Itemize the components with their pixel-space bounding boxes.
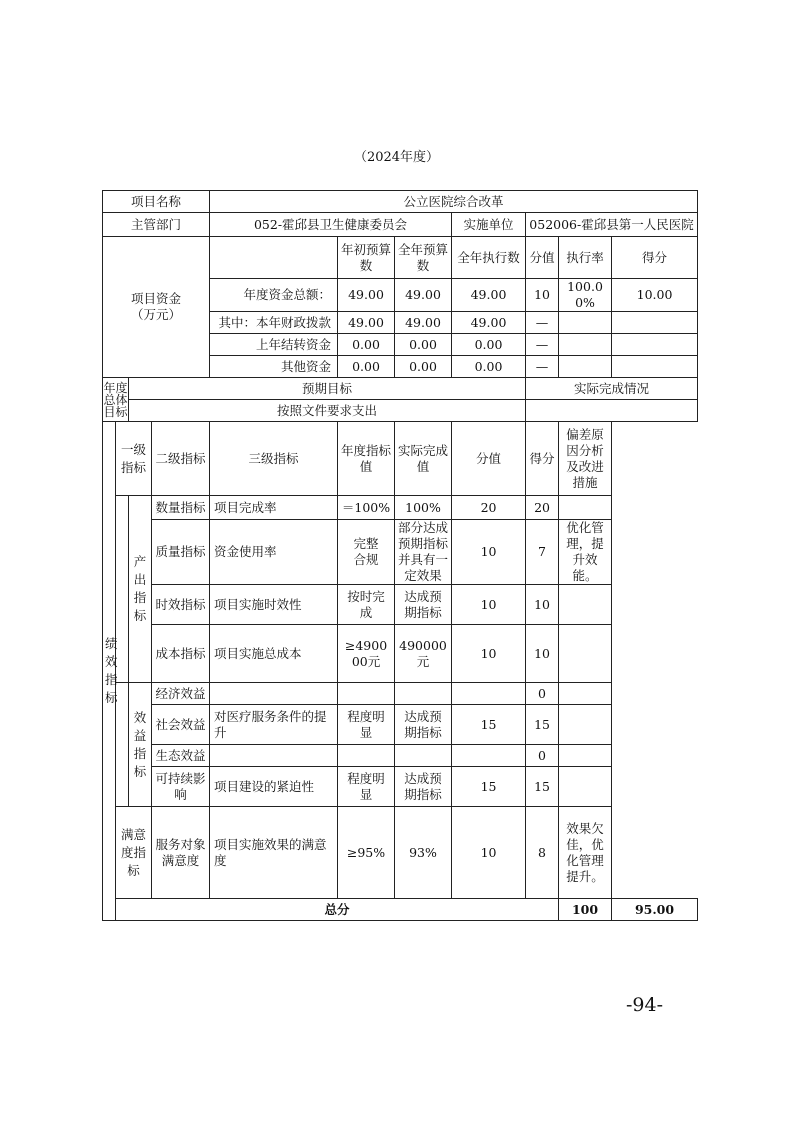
- col-ind-score: 分值: [452, 422, 526, 496]
- col-initial: 年初预算数: [338, 237, 395, 279]
- year-caption: （2024年度）: [353, 150, 440, 165]
- level2: 可持续影响: [152, 767, 210, 807]
- level2: 社会效益: [152, 705, 210, 745]
- reason: [559, 767, 612, 807]
- funds-exec: 0.00: [452, 334, 526, 356]
- indicator-row: [103, 520, 698, 585]
- actual: [395, 745, 452, 767]
- level3: [210, 745, 338, 767]
- reason: 优化管理，提升效能。: [559, 520, 612, 585]
- actual-goal: [526, 400, 698, 422]
- funds-points: [612, 312, 698, 334]
- total-points: 95.00: [612, 899, 698, 921]
- indicator-row: [103, 807, 698, 899]
- indicator-row: [103, 683, 698, 705]
- points: 7: [526, 520, 559, 585]
- goals-label: 年度总体目标: [103, 378, 129, 422]
- score: [452, 745, 526, 767]
- goals-row: [103, 400, 698, 422]
- funds-rate: [559, 356, 612, 378]
- actual: 达成预期指标: [395, 705, 452, 745]
- project-name: 公立医院综合改革: [210, 191, 698, 213]
- level3: 项目完成率: [210, 496, 338, 520]
- target: ＝100%: [338, 496, 395, 520]
- funds-blank-header: [210, 237, 338, 279]
- level3: 项目实施总成本: [210, 625, 338, 683]
- funds-row-label: 其他资金: [210, 356, 338, 378]
- points: 15: [526, 705, 559, 745]
- col-level2: 二级指标: [152, 422, 210, 496]
- funds-rate: [559, 334, 612, 356]
- score: 15: [452, 705, 526, 745]
- performance-table: [102, 190, 698, 921]
- target: ≥490000元: [338, 625, 395, 683]
- col-rate: 执行率: [559, 237, 612, 279]
- funds-exec: 0.00: [452, 356, 526, 378]
- actual: 490000元: [395, 625, 452, 683]
- col-full: 全年预算数: [395, 237, 452, 279]
- total-label: 总分: [116, 899, 559, 921]
- target: [338, 745, 395, 767]
- funds-initial: 0.00: [338, 356, 395, 378]
- level2: 成本指标: [152, 625, 210, 683]
- col-actual: 实际完成值: [395, 422, 452, 496]
- indicator-row: [103, 767, 698, 807]
- level3: 项目实施效果的满意度: [210, 807, 338, 899]
- target: ≥95%: [338, 807, 395, 899]
- reason: 效果欠佳，优化管理提升。: [559, 807, 612, 899]
- points: 15: [526, 767, 559, 807]
- target: 按时完成: [338, 585, 395, 625]
- total-score: 100: [559, 899, 612, 921]
- funds-full: 0.00: [395, 334, 452, 356]
- project-name-label: 项目名称: [103, 191, 210, 213]
- actual: 达成预期指标: [395, 767, 452, 807]
- level2: 服务对象满意度: [152, 807, 210, 899]
- dept-label: 主管部门: [103, 213, 210, 237]
- row-project-name: [103, 191, 698, 213]
- reason: [559, 705, 612, 745]
- actual: 达成预期指标: [395, 585, 452, 625]
- points: 10: [526, 625, 559, 683]
- group-output: 产出指标: [129, 496, 152, 683]
- unit: 052006-霍邱县第一人民医院: [526, 213, 698, 237]
- funds-initial: 0.00: [338, 334, 395, 356]
- indicator-row: [103, 496, 698, 520]
- group-benefit: 效益指标: [129, 683, 152, 807]
- col-points: 得分: [612, 237, 698, 279]
- funds-initial: 49.00: [338, 312, 395, 334]
- funds-row-label: 上年结转资金: [210, 334, 338, 356]
- funds-row-label: 年度资金总额：: [210, 279, 338, 312]
- indicator-row: [103, 625, 698, 683]
- col-score: 分值: [526, 237, 559, 279]
- level2: 经济效益: [152, 683, 210, 705]
- unit-label: 实施单位: [452, 213, 526, 237]
- reason: [559, 683, 612, 705]
- funds-row-label: 其中：本年财政拨款: [210, 312, 338, 334]
- dept: 052-霍邱县卫生健康委员会: [210, 213, 452, 237]
- level2: 数量指标: [152, 496, 210, 520]
- points: 10: [526, 585, 559, 625]
- col-target: 年度指标值: [338, 422, 395, 496]
- row-department: [103, 213, 698, 237]
- level3: 项目实施时效性: [210, 585, 338, 625]
- score: 10: [452, 807, 526, 899]
- funds-score: 10: [526, 279, 559, 312]
- score: 20: [452, 496, 526, 520]
- points: 20: [526, 496, 559, 520]
- actual-label: 实际完成情况: [526, 378, 698, 400]
- funds-score: —: [526, 312, 559, 334]
- expected-goal: 按照文件要求支出: [129, 400, 526, 422]
- level2: 时效指标: [152, 585, 210, 625]
- page-number: -94-: [626, 994, 664, 1016]
- expected-label: 预期目标: [129, 378, 526, 400]
- level2: 生态效益: [152, 745, 210, 767]
- funds-initial: 49.00: [338, 279, 395, 312]
- indicator-row: [103, 745, 698, 767]
- col-level3: 三级指标: [210, 422, 338, 496]
- funds-full: 0.00: [395, 356, 452, 378]
- indicator-row: [103, 705, 698, 745]
- points: 8: [526, 807, 559, 899]
- group-satisfaction: 满意度指标: [116, 807, 152, 899]
- actual: 部分达成预期指标并具有一定效果: [395, 520, 452, 585]
- reason: [559, 745, 612, 767]
- total-row: [103, 899, 698, 921]
- indicators-label: 绩效指标: [103, 422, 116, 921]
- actual: 93%: [395, 807, 452, 899]
- reason: [559, 496, 612, 520]
- points: 0: [526, 683, 559, 705]
- funds-exec: 49.00: [452, 312, 526, 334]
- funds-full: 49.00: [395, 312, 452, 334]
- level3: 项目建设的紧迫性: [210, 767, 338, 807]
- funds-score: —: [526, 334, 559, 356]
- points: 0: [526, 745, 559, 767]
- actual: 100%: [395, 496, 452, 520]
- funds-score: —: [526, 356, 559, 378]
- funds-points: 10.00: [612, 279, 698, 312]
- level3: 对医疗服务条件的提升: [210, 705, 338, 745]
- score: 10: [452, 625, 526, 683]
- col-reason: 偏差原因分析及改进措施: [559, 422, 612, 496]
- reason: [559, 585, 612, 625]
- score: 15: [452, 767, 526, 807]
- target: 程度明显: [338, 705, 395, 745]
- target: 完整合规: [338, 520, 395, 585]
- target: [338, 683, 395, 705]
- funds-label: 项目资金（万元）: [103, 237, 210, 378]
- funds-exec: 49.00: [452, 279, 526, 312]
- reason: [559, 625, 612, 683]
- funds-rate: [559, 312, 612, 334]
- indicator-row: [103, 585, 698, 625]
- col-level1: 一级指标: [116, 422, 152, 496]
- col-exec: 全年执行数: [452, 237, 526, 279]
- score: 10: [452, 585, 526, 625]
- level2: 质量指标: [152, 520, 210, 585]
- goals-header-row: [103, 378, 698, 400]
- funds-rate: 100.00%: [559, 279, 612, 312]
- col-ind-points: 得分: [526, 422, 559, 496]
- score: [452, 683, 526, 705]
- indicators-header-row: [103, 422, 698, 496]
- level3: 资金使用率: [210, 520, 338, 585]
- funds-points: [612, 334, 698, 356]
- funds-full: 49.00: [395, 279, 452, 312]
- level3: [210, 683, 338, 705]
- target: 程度明显: [338, 767, 395, 807]
- score: 10: [452, 520, 526, 585]
- actual: [395, 683, 452, 705]
- funds-points: [612, 356, 698, 378]
- funds-header-row: [103, 237, 698, 279]
